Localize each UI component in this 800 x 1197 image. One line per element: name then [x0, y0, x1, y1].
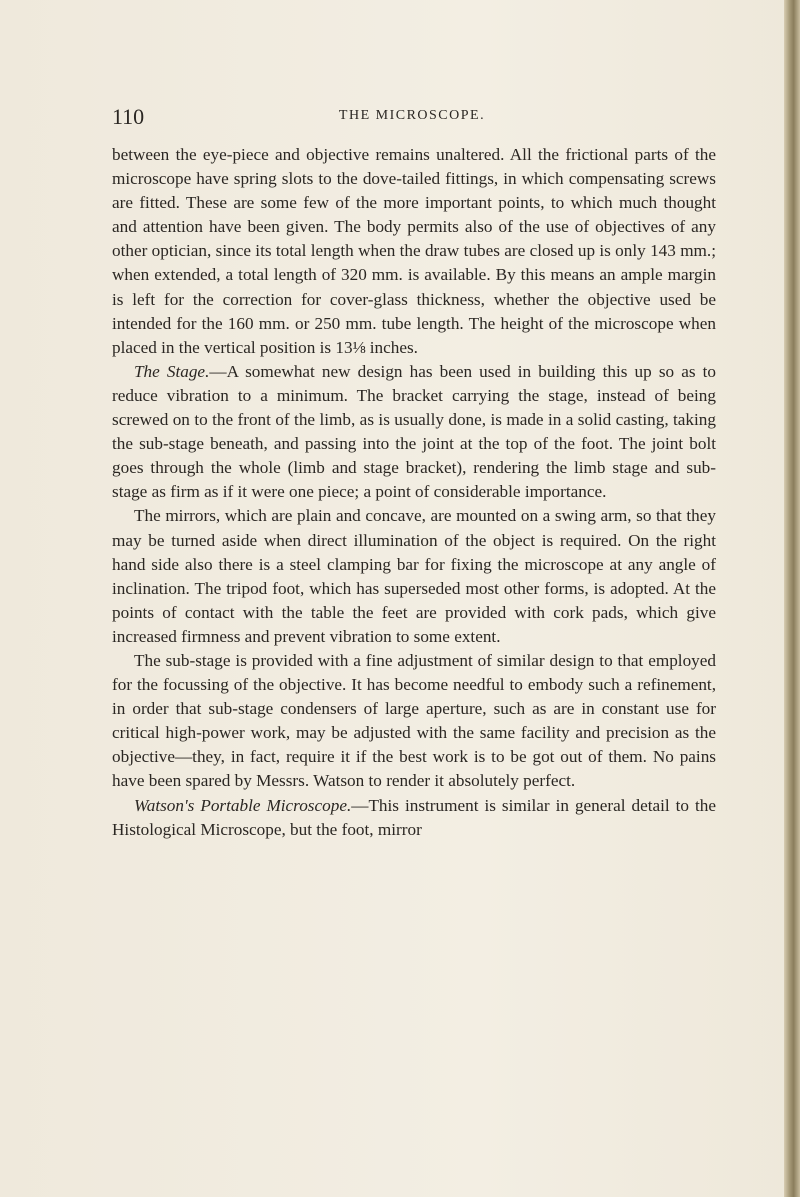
paragraph-stage	[112, 360, 716, 505]
paragraph-text: The mirrors, which are plain and concave, are mounted on a swing arm, so that they may be turned aside when direct illumination of the object is required. On the right hand side also there is a steel clamping bar for fixing the microscope at any angle of inclination. The tripod foot, which has superseded most other forms, is adopted. At the points of contact with the table the feet are provided with cork pads, which give increased firmness and prevent vibration to some extent.	[112, 506, 716, 646]
running-head: THE MICROSCOPE.	[338, 108, 486, 123]
paragraph-text: The sub-stage is provided with a fine adjustment of similar design to that employed for the focussing of the objective. It has become needful to embody such a refinement, in order that sub-stage condensers of large aperture, such as are in constant use for critical high-power work, may be adjusted with the same facility and precision as the objective—they, in fact, require it if the best work is to be got out of them. No pains have been spared by Messrs. Watson to render it absolutely perfect.	[112, 650, 716, 791]
section-heading-stage: The Stage.	[134, 361, 210, 381]
section-heading-portable: Watson's Portable Microscope.	[134, 795, 352, 815]
paragraph-continuation	[112, 143, 716, 360]
paragraph-text: —A somewhat new design has been used in building this up so as to reduce vibration to a minimum. The bracket carrying the stage, instead of being screwed on to the front of the limb, as is usually done, is made in a solid casting, taking the sub-stage beneath, and passing into the joint at the top of the foot. The joint bolt goes through the whole (limb and stage bracket), rendering the limb stage and sub-stage as firm as if it were one piece; a point of considerable importance.	[112, 361, 716, 502]
page-edge-shadow	[784, 0, 800, 1197]
paragraph-text: between the eye-piece and objective remains unaltered. All the frictional parts of the microscope have spring slots to the dove-tailed fittings, in which compensating screws are fitted. These are some few of the more important points, to which much thought and attention have been given. The body permits also of the use of objectives of any other optician, since its total length when the draw tubes are closed up is only 143 mm.; when extended, a total length of 320 mm. is available. By this means an ample margin is left for the correction for cover-glass thickness, whether the objective used be intended for the 160 mm. or 250 mm. tube length. The height of the microscope when placed in the vertical position is 13⅛ inches.	[112, 145, 716, 357]
paragraph-mirrors	[112, 504, 716, 649]
body-text	[112, 143, 716, 842]
paragraph-sub-stage	[112, 649, 716, 794]
page-header	[112, 104, 712, 134]
paragraph-portable-microscope	[112, 794, 716, 842]
page-number: 110	[112, 104, 145, 129]
paragraph-text: —This instrument is similar in general detail to the Histological Microscope, but the foot, mirror	[112, 795, 716, 839]
